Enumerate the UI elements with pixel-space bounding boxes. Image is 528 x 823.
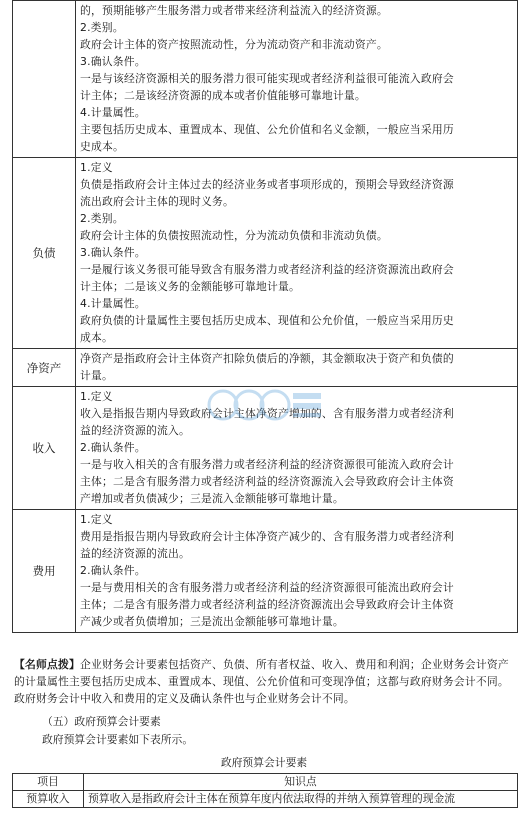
liability-line: 4.计量属性。 <box>80 297 146 310</box>
revenue-line: 2.确认条件。 <box>80 441 146 454</box>
watermark-logo-icon <box>205 385 325 425</box>
accounting-elements-table <box>12 0 518 633</box>
liability-label: 负债 <box>13 158 76 349</box>
revenue-line: 收入是指报告期内导致政府会计主体净资产增加的、含有服务潜力或者经济利 <box>80 407 454 420</box>
liability-line: 1.定义 <box>80 161 113 174</box>
budget-header-item: 项目 <box>13 774 84 791</box>
net-assets-label: 净资产 <box>13 349 76 387</box>
expense-line: 2.确认条件。 <box>80 564 146 577</box>
expense-line: 费用是指报告期内导致政府会计主体净资产减少的、含有服务潜力或者经济利 <box>80 530 454 543</box>
expense-row <box>13 510 518 633</box>
liability-line: 负债是指政府会计主体过去的经济业务或者事项形成的，预期会导致经济资源 <box>80 178 454 191</box>
asset-line: 政府会计主体的资产按照流动性，分为流动资产和非流动资产。 <box>80 38 388 51</box>
net-assets-content-cell <box>76 349 518 387</box>
revenue-line: 产增加或者负债减少；三是流入金额能够可靠地计量。 <box>80 492 344 505</box>
asset-row <box>13 1 518 158</box>
liability-line: 一是履行该义务很可能导致含有服务潜力或者经济利益的经济资源流出政府会 <box>80 263 454 276</box>
budget-header-knowledge: 知识点 <box>84 774 518 791</box>
expense-content-cell <box>76 510 518 633</box>
net-assets-row <box>13 349 518 387</box>
budget-table-caption: 政府预算会计要素 <box>220 756 308 769</box>
net-assets-line: 净资产是指政府会计主体资产扣除负债后的净额，其金额取决于资产和负债的 <box>80 352 454 365</box>
liability-line: 政府会计主体的负债按照流动性，分为流动负债和非流动负债。 <box>80 229 388 242</box>
liability-line: 流出政府会计主体的现时义务。 <box>80 195 234 208</box>
asset-line: 4.计量属性。 <box>80 106 146 119</box>
revenue-line: 一是与收入相关的含有服务潜力或者经济利益的经济资源很可能流入政府会计 <box>80 458 454 471</box>
asset-line: 2.类别。 <box>80 21 124 34</box>
liability-line: 2.类别。 <box>80 212 124 225</box>
asset-line: 的，预期能够产生服务潜力或者带来经济利益流入的经济资源。 <box>80 4 388 17</box>
asset-label-cell <box>13 1 76 158</box>
expense-line: 一是与费用相关的含有服务潜力或者经济利益的经济资源很可能流出政府会计 <box>80 581 454 594</box>
asset-line: 史成本。 <box>80 140 124 153</box>
expense-line: 产减少或者负债增加；三是流出金额能够可靠地计量。 <box>80 615 344 628</box>
asset-line: 3.确认条件。 <box>80 55 146 68</box>
teacher-tip-tag: 【名师点拨】 <box>14 658 80 671</box>
liability-line: 政府负债的计量属性主要包括历史成本、现值和公允价值，一般应当采用历史 <box>80 314 454 327</box>
budget-elements-table <box>12 773 518 808</box>
budget-row <box>13 791 518 808</box>
liability-line: 计主体；二是该义务的金额能够可靠地计量。 <box>80 280 300 293</box>
asset-line: 一是与该经济资源相关的服务潜力很可能实现或者经济利益很可能流入政府会 <box>80 72 454 85</box>
net-assets-line: 计量。 <box>80 369 113 382</box>
teacher-tip-paragraph <box>14 656 516 707</box>
revenue-line: 益的经济资源的流入。 <box>80 424 190 437</box>
revenue-line: 主体；二是含有服务潜力或者经济利益的经济资源流入会导致政府会计主体资 <box>80 475 454 488</box>
asset-line: 计主体；二是该经济资源的成本或者价值能够可靠地计量。 <box>80 89 366 102</box>
budget-row-item: 预算收入 <box>13 791 84 808</box>
liability-content-cell <box>76 158 518 349</box>
expense-line: 1.定义 <box>80 513 113 526</box>
liability-line: 3.确认条件。 <box>80 246 146 259</box>
expense-line: 主体；二是含有服务潜力或者经济利益的经济资源流出会导致政府会计主体资 <box>80 598 454 611</box>
liability-line: 成本。 <box>80 331 113 344</box>
revenue-label: 收入 <box>13 387 76 510</box>
liability-row <box>13 158 518 349</box>
revenue-line: 1.定义 <box>80 390 113 403</box>
expense-label: 费用 <box>13 510 76 633</box>
expense-line: 益的经济资源的流出。 <box>80 547 190 560</box>
budget-row-knowledge: 预算收入是指政府会计主体在预算年度内依法取得的并纳入预算管理的现金流 <box>84 791 518 808</box>
section-intro: 政府预算会计要素如下表所示。 <box>42 733 194 746</box>
budget-header-row <box>13 774 518 791</box>
asset-content-cell <box>76 1 518 158</box>
teacher-tip-text: 企业财务会计要素包括资产、负债、所有者权益、收入、费用和利润；企业财务会计资产的计量属性主要包括历史成本、重置成本、现值、公允价值和可变现净值；这都与政府财务会计不同。政府财务会计中收入和费用的定义及确认条件也与企业财务会计不同。 <box>14 658 509 705</box>
section-heading: （五）政府预算会计要素 <box>42 715 161 728</box>
asset-line: 主要包括历史成本、重置成本、现值、公允价值和名义金额，一般应当采用历 <box>80 123 454 136</box>
